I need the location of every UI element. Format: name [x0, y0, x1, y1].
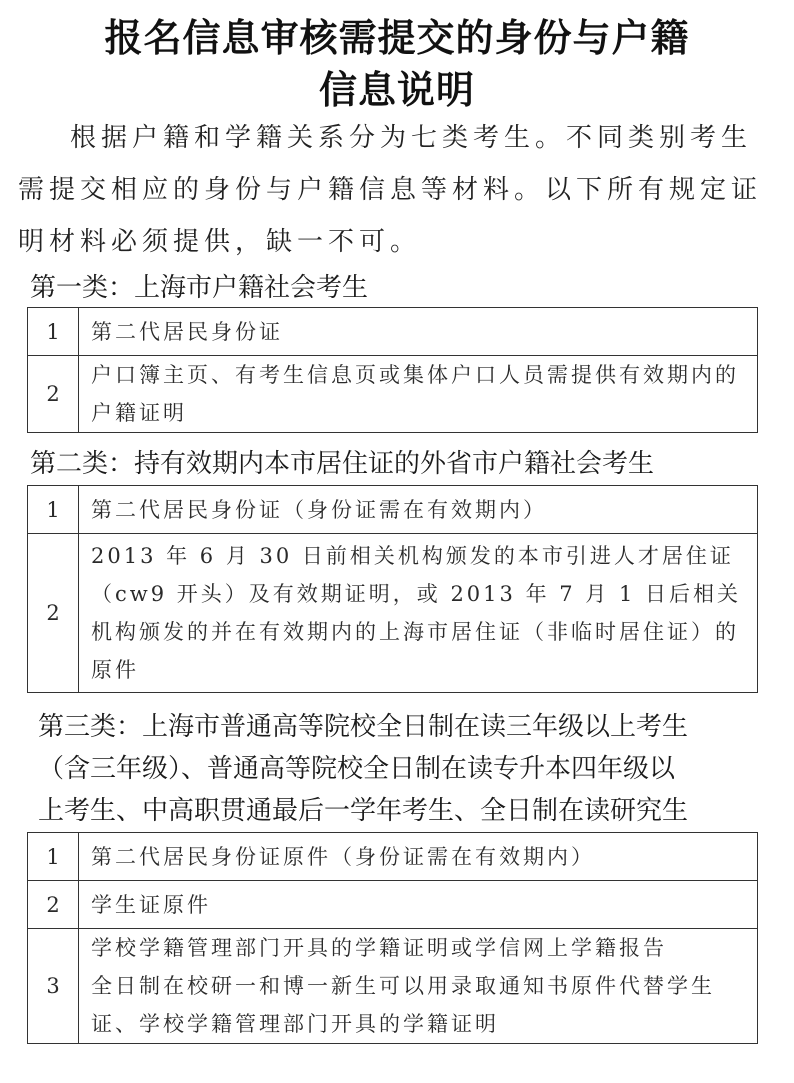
intro-paragraph [18, 112, 778, 268]
document-title-line-2: 信息说明 [318, 68, 475, 112]
category-3-heading-line-2: （含三年级）、普通高等院校全日制在读专升本四年级以 [38, 754, 676, 784]
category-2-heading: 第二类：持有效期内本市居住证的外省市户籍社会考生 [30, 449, 655, 479]
row-text: 2013 年 6 月 30 日前相关机构颁发的本市引进人才居住证（cw9 开头）及有效期证明，或 2013 年 7 月 1 日后相关机构颁发的并在有效期内的上海市居住证（非临时居住证）的原件 [79, 534, 758, 693]
category-3-heading-line-1: 第三类：上海市普通高等院校全日制在读三年级以上考生 [38, 712, 689, 742]
row-text: 第二代居民身份证 [79, 308, 758, 356]
table-row [28, 534, 758, 693]
table-row [28, 881, 758, 929]
row-number: 1 [28, 833, 79, 881]
row-number: 2 [28, 881, 79, 929]
row-text: 第二代居民身份证（身份证需在有效期内） [79, 486, 758, 534]
category-1-heading: 第一类：上海市户籍社会考生 [30, 273, 369, 303]
category-2-table [27, 485, 758, 693]
row-number: 3 [28, 929, 79, 1044]
table-row [28, 833, 758, 881]
row-number: 2 [28, 534, 79, 693]
row-number: 1 [28, 308, 79, 356]
row-text: 户口簿主页、有考生信息页或集体户口人员需提供有效期内的户籍证明 [79, 356, 758, 433]
table-row [28, 929, 758, 1044]
table-row [28, 486, 758, 534]
intro-text: 根据户籍和学籍关系分为七类考生。不同类别考生需提交相应的身份与户籍信息等材料。以下所有规定证明材料必须提供，缺一不可。 [18, 123, 763, 257]
table-row [28, 356, 758, 433]
category-3-heading [38, 706, 778, 832]
row-text-line-1: 学校学籍管理部门开具的学籍证明或学信网上学籍报告 [91, 936, 667, 960]
row-text: 学生证原件 [79, 881, 758, 929]
row-text [79, 929, 758, 1044]
row-number: 1 [28, 486, 79, 534]
row-text-line-2: 全日制在校研一和博一新生可以用录取通知书原件代替学生证、学校学籍管理部门开具的学籍证明 [91, 974, 715, 1036]
document-title-line-1: 报名信息审核需提交的身份与户籍 [104, 16, 690, 60]
row-text: 第二代居民身份证原件（身份证需在有效期内） [79, 833, 758, 881]
category-1-table [27, 307, 758, 433]
row-number: 2 [28, 356, 79, 433]
category-3-table [27, 832, 758, 1044]
table-row [28, 308, 758, 356]
category-3-heading-line-3: 上考生、中高职贯通最后一学年考生、全日制在读研究生 [38, 796, 689, 826]
